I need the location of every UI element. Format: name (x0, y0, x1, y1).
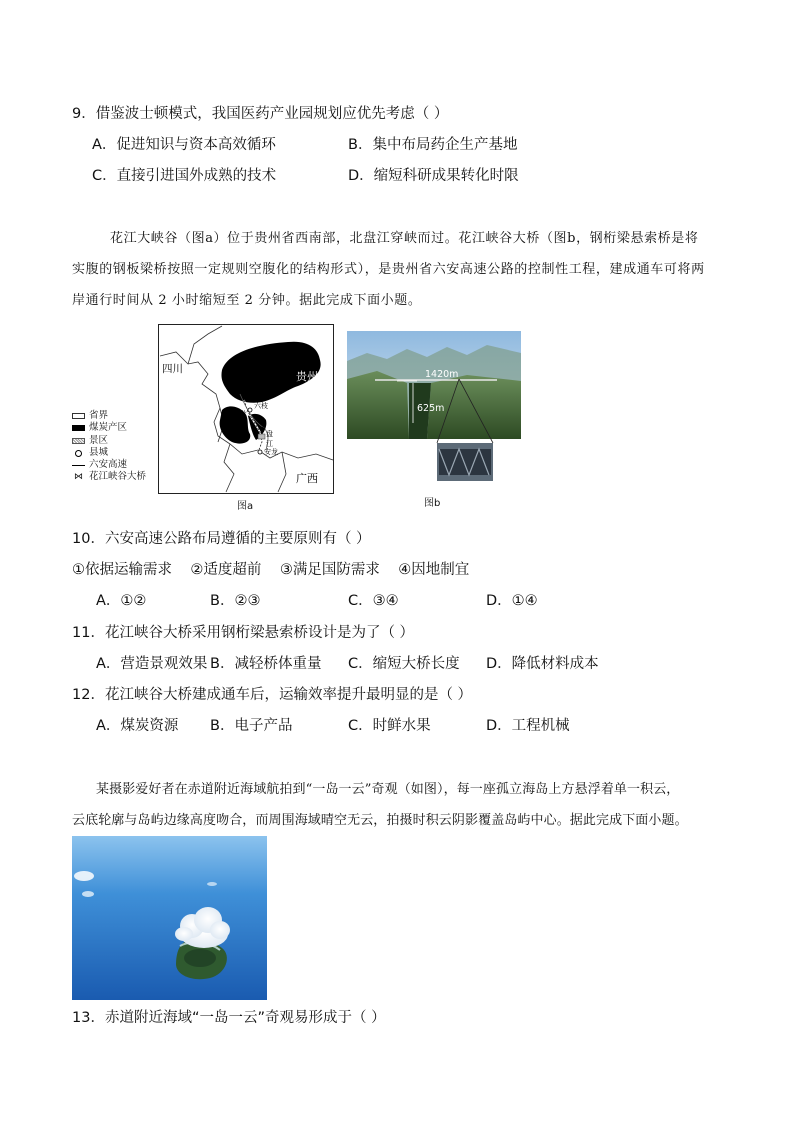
passage-line: 某摄影爱好者在赤道附近海域航拍到“一岛一云”奇观（如图），每一座孤立海岛上方悬浮着单一积云， (96, 782, 680, 797)
passage-line: 岸通行时间从 2 小时缩短至 2 分钟。据此完成下面小题。 (72, 293, 422, 308)
label-anlong: 安龙 (264, 448, 278, 456)
q11-option-b: B．减轻桥体重量 (210, 656, 322, 672)
q10-choices: ①依据运输需求 ②适度超前 ③满足国防需求 ④因地制宜 (72, 562, 470, 578)
passage-island-cloud (72, 774, 688, 836)
sea (72, 836, 267, 1000)
label-bei: 北 (240, 410, 247, 418)
county-liuzhi (248, 408, 252, 412)
q11-option-a: A．营造景观效果 (96, 656, 208, 672)
legend-swatch-county (72, 450, 85, 456)
q10-option-b: B．②③ (210, 593, 261, 609)
small-cloud (74, 871, 94, 881)
q11-option-d: D．降低材料成本 (486, 656, 599, 672)
scenic-area (258, 434, 265, 439)
label-jiang: 江 (266, 440, 273, 448)
q12-option-d: D．工程机械 (486, 718, 570, 734)
label-sichuan: 四川 (162, 363, 183, 375)
figure-a-caption: 图a (237, 501, 254, 512)
legend-swatch-bridge: ⋈ (74, 472, 83, 483)
small-cloud (207, 882, 217, 886)
small-cloud (82, 891, 94, 897)
island-cloud-photo (72, 836, 267, 1000)
q12-option-b: B．电子产品 (210, 718, 293, 734)
q12-option-c: C．时鲜水果 (348, 718, 431, 734)
q13-stem: 13．赤道附近海域“一岛一云”奇观易形成于（ ） (72, 1010, 386, 1026)
q9-option-a: A．促进知识与资本高效循环 (92, 137, 276, 153)
q12-option-a: A．煤炭资源 (96, 718, 179, 734)
legend-swatch-scenic (72, 438, 85, 444)
figure-a-map (158, 324, 334, 494)
span-label: 1420m (425, 369, 459, 380)
q11-stem: 11．花江峡谷大桥采用钢桁梁悬索桥设计是为了（ ） (72, 625, 415, 641)
passage-line: 花江大峡谷（图a）位于贵州省西南部，北盘江穿峡而过。花江峡谷大桥（图b，钢桁梁悬索桥是将 (110, 231, 699, 246)
q9-option-d: D．缩短科研成果转化时限 (348, 168, 519, 184)
legend-item: 县城 (72, 447, 146, 459)
q11-option-c: C．缩短大桥长度 (348, 656, 460, 672)
cloud-shadow (184, 949, 216, 967)
q10-option-d: D．①④ (486, 593, 538, 609)
map-legend (72, 410, 146, 484)
q9-stem: 9．借鉴波士顿模式，我国医药产业园规划应优先考虑（ ） (72, 106, 449, 122)
legend-item: 景区 (72, 435, 146, 447)
legend-item: 省界 (72, 410, 146, 422)
q10-stem: 10．六安高速公路布局遵循的主要原则有（ ） (72, 531, 371, 547)
label-guangxi: 广西 (296, 472, 318, 485)
height-label: 625m (417, 403, 445, 414)
label-pan: 盘 (266, 430, 273, 438)
county-anlong (258, 450, 262, 454)
figure-b-caption: 图b (424, 498, 441, 509)
label-guizhou: 贵州 (296, 370, 318, 383)
legend-swatch-boundary (72, 413, 85, 419)
label-liuzhi: 六枝 (254, 402, 268, 410)
figure-b-photo (347, 331, 521, 483)
q9-option-b: B．集中布局药企生产基地 (348, 137, 518, 153)
q10-option-a: A．①② (96, 593, 147, 609)
passage-line: 云底轮廓与岛屿边缘高度吻合，而周围海域晴空无云，拍摄时积云阴影覆盖岛屿中心。据此完成下面小题。 (72, 813, 688, 828)
passage-line: 实腹的钢板梁桥按照一定规则空腹化的结构形式），是贵州省六安高速公路的控制性工程，建成通车可将两 (72, 262, 705, 277)
legend-swatch-coal (72, 425, 85, 431)
legend-swatch-expressway (72, 465, 85, 466)
passage-huajiang (72, 223, 705, 316)
legend-item: 煤炭产区 (72, 422, 146, 434)
truss-structure (439, 449, 491, 475)
legend-item: ⋈ 花江峡谷大桥 (74, 471, 147, 483)
q10-option-c: C．③④ (348, 593, 399, 609)
legend-item: 六安高速 (72, 459, 146, 471)
q9-option-c: C．直接引进国外成熟的技术 (92, 168, 277, 184)
q12-stem: 12．花江峡谷大桥建成通车后，运输效率提升最明显的是（ ） (72, 687, 473, 703)
